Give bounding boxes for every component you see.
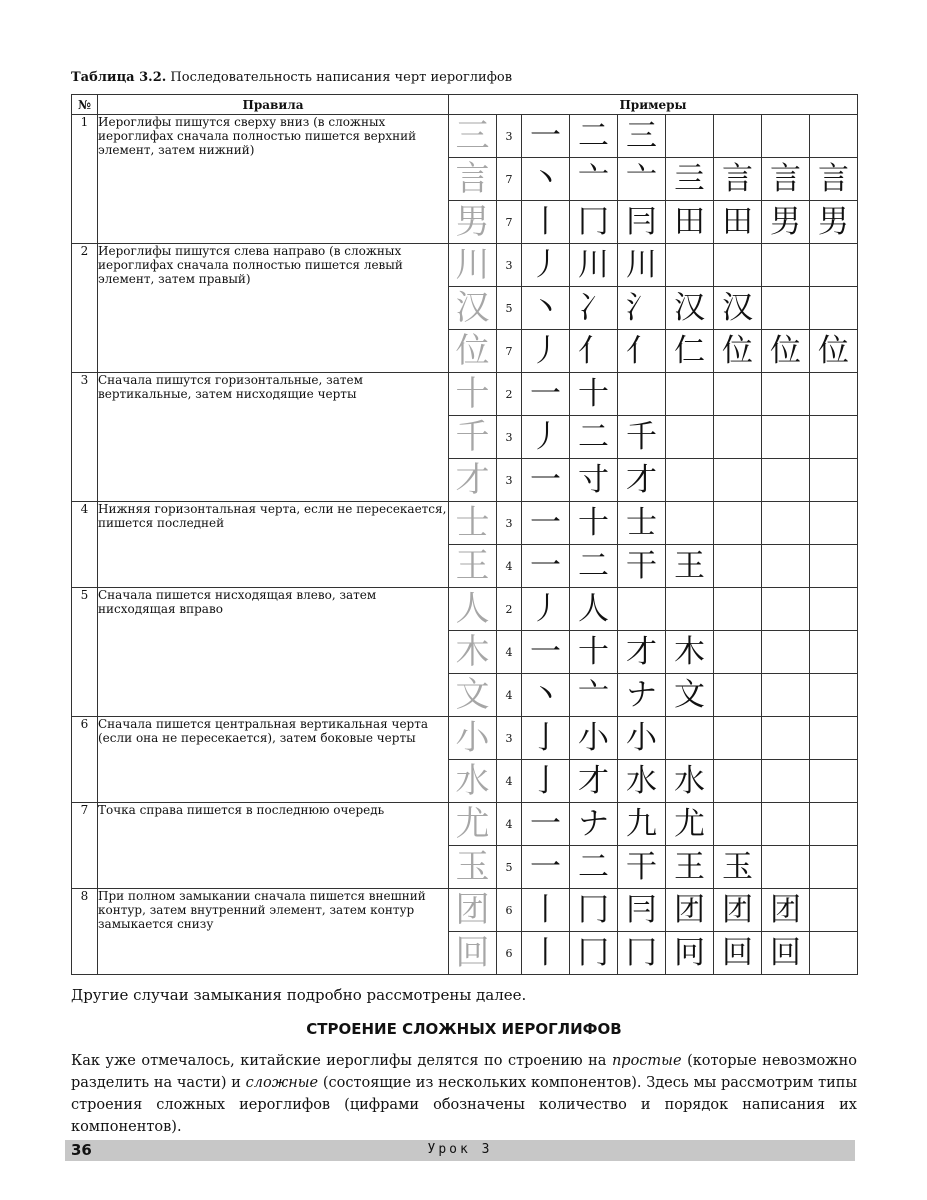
stroke-step: 一 (522, 373, 570, 416)
rule-text: Нижняя горизонтальная черта, если не пересекается, пишется последней (98, 502, 449, 588)
rule-number: 7 (72, 803, 98, 889)
table-row (72, 244, 858, 287)
stroke-step (810, 373, 858, 416)
stroke-step (762, 717, 810, 760)
table-row (72, 502, 858, 545)
stroke-step (810, 502, 858, 545)
stroke-step: 田 (714, 201, 762, 244)
example-character: 三 (449, 115, 497, 158)
stroke-step (810, 674, 858, 717)
example-character: 王 (449, 545, 497, 588)
stroke-step: 团 (666, 889, 714, 932)
stroke-count: 3 (497, 416, 522, 459)
stroke-step (810, 631, 858, 674)
stroke-step: 一 (522, 846, 570, 889)
stroke-step: 二 (570, 115, 618, 158)
stroke-step: 木 (666, 631, 714, 674)
stroke-step: 寸 (570, 459, 618, 502)
stroke-step (762, 416, 810, 459)
stroke-step (714, 588, 762, 631)
stroke-step: 小 (618, 717, 666, 760)
stroke-step (666, 588, 714, 631)
stroke-step (666, 502, 714, 545)
stroke-step: 位 (714, 330, 762, 373)
stroke-step: 九 (618, 803, 666, 846)
stroke-step: 男 (762, 201, 810, 244)
stroke-step: 冋 (666, 932, 714, 975)
stroke-step: 王 (666, 545, 714, 588)
stroke-step: 田 (666, 201, 714, 244)
section-heading: СТРОЕНИЕ СЛОЖНЫХ ИЕРОГЛИФОВ (306, 1020, 622, 1038)
after-table-note: Другие случаи замыкания подробно рассмотрены далее. (71, 986, 527, 1004)
rule-text: Сначала пишется центральная вертикальная черта (если она не пересекается), затем боковые черты (98, 717, 449, 803)
stroke-step: 团 (762, 889, 810, 932)
stroke-step (714, 803, 762, 846)
rule-number: 1 (72, 115, 98, 244)
stroke-step: 亅 (522, 760, 570, 803)
example-character: 位 (449, 330, 497, 373)
stroke-step: 冂 (570, 889, 618, 932)
stroke-step (714, 459, 762, 502)
body-text-part: Как уже отмечалось, китайские иероглифы делятся по строению на (71, 1053, 612, 1069)
stroke-step (618, 373, 666, 416)
stroke-step (762, 502, 810, 545)
table-header-row (72, 95, 858, 115)
body-paragraph (71, 1050, 857, 1138)
example-character: 男 (449, 201, 497, 244)
stroke-step (714, 502, 762, 545)
stroke-step (810, 846, 858, 889)
stroke-step: 士 (618, 502, 666, 545)
stroke-step (810, 287, 858, 330)
example-character: 尤 (449, 803, 497, 846)
stroke-step: 位 (810, 330, 858, 373)
example-character: 团 (449, 889, 497, 932)
rule-number: 3 (72, 373, 98, 502)
stroke-step: 二 (570, 545, 618, 588)
rule-number: 2 (72, 244, 98, 373)
stroke-step: 言 (762, 158, 810, 201)
example-character: 木 (449, 631, 497, 674)
stroke-step: 水 (666, 760, 714, 803)
stroke-step: 仁 (666, 330, 714, 373)
stroke-step: 水 (618, 760, 666, 803)
stroke-step (810, 244, 858, 287)
stroke-step: 亖 (666, 158, 714, 201)
body-emphasis-simple: простые (611, 1053, 682, 1069)
stroke-count: 2 (497, 588, 522, 631)
example-character: 士 (449, 502, 497, 545)
stroke-step (810, 416, 858, 459)
stroke-step: 丨 (522, 932, 570, 975)
stroke-count: 3 (497, 459, 522, 502)
stroke-step (666, 373, 714, 416)
stroke-step (762, 115, 810, 158)
stroke-step: 文 (666, 674, 714, 717)
stroke-step (666, 244, 714, 287)
stroke-step: 冃 (618, 889, 666, 932)
lesson-label: Урок 3 (427, 1142, 493, 1157)
body-text-part: (которые невозможно разделить на части) и (71, 1053, 857, 1091)
stroke-step: 小 (570, 717, 618, 760)
rule-text: При полном замыкании сначала пишется внешний контур, затем внутренний элемент, затем контур замыкается снизу (98, 889, 449, 975)
stroke-step: 男 (810, 201, 858, 244)
stroke-step: 玉 (714, 846, 762, 889)
example-character: 人 (449, 588, 497, 631)
stroke-step (714, 545, 762, 588)
stroke-step: 丶 (522, 287, 570, 330)
stroke-step (762, 674, 810, 717)
example-character: 川 (449, 244, 497, 287)
stroke-step: 言 (714, 158, 762, 201)
stroke-step (762, 459, 810, 502)
example-character: 水 (449, 760, 497, 803)
stroke-step: 丿 (522, 416, 570, 459)
table-row (72, 717, 858, 760)
stroke-step: 丨 (522, 201, 570, 244)
stroke-step (714, 244, 762, 287)
stroke-step: 回 (762, 932, 810, 975)
table-row (72, 588, 858, 631)
stroke-step: 川 (618, 244, 666, 287)
stroke-count: 5 (497, 287, 522, 330)
table-row (72, 889, 858, 932)
stroke-step: 一 (522, 803, 570, 846)
stroke-step: 冂 (618, 932, 666, 975)
stroke-step (666, 115, 714, 158)
stroke-step: 亠 (570, 674, 618, 717)
stroke-step: 亻 (570, 330, 618, 373)
stroke-step (762, 803, 810, 846)
stroke-step: 亠 (570, 158, 618, 201)
stroke-step: 才 (618, 631, 666, 674)
stroke-step: ナ (618, 674, 666, 717)
stroke-step (810, 717, 858, 760)
stroke-step (810, 115, 858, 158)
stroke-step: 回 (714, 932, 762, 975)
stroke-step: 冂 (570, 201, 618, 244)
page-footer (65, 1140, 855, 1161)
rule-text: Сначала пишется нисходящая влево, затем нисходящая вправо (98, 588, 449, 717)
table-caption-label: Таблица 3.2. (71, 70, 167, 85)
body-emphasis-complex: сложные (245, 1075, 319, 1091)
stroke-step: 丶 (522, 674, 570, 717)
stroke-step (762, 287, 810, 330)
example-character: 汉 (449, 287, 497, 330)
stroke-count: 4 (497, 674, 522, 717)
stroke-step (762, 846, 810, 889)
stroke-step: 亻 (618, 330, 666, 373)
stroke-step (666, 717, 714, 760)
stroke-count: 4 (497, 545, 522, 588)
stroke-step: 一 (522, 115, 570, 158)
stroke-step: 川 (570, 244, 618, 287)
stroke-step: 干 (618, 545, 666, 588)
header-rules: Правила (98, 95, 449, 115)
stroke-step: 团 (714, 889, 762, 932)
stroke-step: 丨 (522, 889, 570, 932)
stroke-step: 十 (570, 631, 618, 674)
example-character: 小 (449, 717, 497, 760)
stroke-step: 冃 (618, 201, 666, 244)
stroke-step (810, 803, 858, 846)
rule-number: 8 (72, 889, 98, 975)
stroke-step: 人 (570, 588, 618, 631)
stroke-step: 言 (810, 158, 858, 201)
stroke-step: 氵 (618, 287, 666, 330)
stroke-step (810, 459, 858, 502)
header-examples: Примеры (449, 95, 858, 115)
header-number: № (72, 95, 98, 115)
stroke-step (762, 545, 810, 588)
stroke-step: 才 (570, 760, 618, 803)
stroke-count: 3 (497, 115, 522, 158)
stroke-step: 二 (570, 846, 618, 889)
table-row (72, 373, 858, 416)
stroke-step: 位 (762, 330, 810, 373)
stroke-count: 4 (497, 803, 522, 846)
table-body (72, 115, 858, 975)
stroke-step (810, 932, 858, 975)
example-character: 言 (449, 158, 497, 201)
stroke-step: 一 (522, 502, 570, 545)
example-character: 文 (449, 674, 497, 717)
stroke-count: 3 (497, 244, 522, 287)
stroke-step: 一 (522, 459, 570, 502)
stroke-step: 二 (570, 416, 618, 459)
stroke-step: 冫 (570, 287, 618, 330)
stroke-step (762, 631, 810, 674)
example-character: 千 (449, 416, 497, 459)
stroke-count: 6 (497, 889, 522, 932)
stroke-step: 千 (618, 416, 666, 459)
table-row (72, 803, 858, 846)
stroke-step (714, 373, 762, 416)
example-character: 回 (449, 932, 497, 975)
stroke-step (714, 760, 762, 803)
stroke-count: 7 (497, 201, 522, 244)
stroke-step: 丿 (522, 588, 570, 631)
stroke-step: 才 (618, 459, 666, 502)
stroke-step: 一 (522, 545, 570, 588)
stroke-count: 3 (497, 717, 522, 760)
stroke-step: 王 (666, 846, 714, 889)
stroke-step (762, 588, 810, 631)
stroke-count: 2 (497, 373, 522, 416)
stroke-step: 十 (570, 502, 618, 545)
stroke-step (666, 459, 714, 502)
rule-number: 5 (72, 588, 98, 717)
rule-text: Точка справа пишется в последнюю очередь (98, 803, 449, 889)
stroke-step: 丿 (522, 330, 570, 373)
stroke-step: 汉 (666, 287, 714, 330)
rule-number: 4 (72, 502, 98, 588)
rule-number: 6 (72, 717, 98, 803)
stroke-count: 3 (497, 502, 522, 545)
stroke-step: 丶 (522, 158, 570, 201)
stroke-step: 亅 (522, 717, 570, 760)
stroke-step (810, 588, 858, 631)
example-character: 十 (449, 373, 497, 416)
stroke-step (810, 760, 858, 803)
example-character: 才 (449, 459, 497, 502)
stroke-step: 十 (570, 373, 618, 416)
rule-text: Сначала пишутся горизонтальные, затем вертикальные, затем нисходящие черты (98, 373, 449, 502)
stroke-step (714, 416, 762, 459)
stroke-step (762, 760, 810, 803)
stroke-step (714, 631, 762, 674)
stroke-step (810, 889, 858, 932)
stroke-step: 一 (522, 631, 570, 674)
stroke-step: 亠 (618, 158, 666, 201)
stroke-step (714, 115, 762, 158)
stroke-count: 7 (497, 158, 522, 201)
stroke-step (762, 373, 810, 416)
stroke-step (714, 674, 762, 717)
rule-text: Иероглифы пишутся слева направо (в сложных иероглифах сначала полностью пишется левый элемент, затем правый) (98, 244, 449, 373)
stroke-step: 丿 (522, 244, 570, 287)
rule-text: Иероглифы пишутся сверху вниз (в сложных иероглифах сначала полностью пишется верхний элемент, затем нижний) (98, 115, 449, 244)
stroke-step: 冂 (570, 932, 618, 975)
stroke-step (666, 416, 714, 459)
stroke-step (762, 244, 810, 287)
stroke-step: ナ (570, 803, 618, 846)
example-character: 玉 (449, 846, 497, 889)
stroke-count: 7 (497, 330, 522, 373)
stroke-step: 三 (618, 115, 666, 158)
stroke-count: 6 (497, 932, 522, 975)
stroke-count: 4 (497, 760, 522, 803)
table-caption-text: Последовательность написания черт иероглифов (166, 70, 513, 85)
stroke-step: 干 (618, 846, 666, 889)
stroke-step (714, 717, 762, 760)
stroke-step (810, 545, 858, 588)
stroke-order-table (71, 94, 858, 975)
stroke-count: 4 (497, 631, 522, 674)
table-row (72, 115, 858, 158)
stroke-step (618, 588, 666, 631)
page-number: 36 (71, 1141, 92, 1159)
table-caption (71, 70, 512, 85)
stroke-step: 尤 (666, 803, 714, 846)
stroke-step: 汉 (714, 287, 762, 330)
stroke-count: 5 (497, 846, 522, 889)
body-text-part: (состоящие из нескольких компонентов). Здесь мы рассмотрим типы строения сложных иероглифов (цифрами обозначены количество и порядок написания их компонентов). (71, 1075, 857, 1135)
